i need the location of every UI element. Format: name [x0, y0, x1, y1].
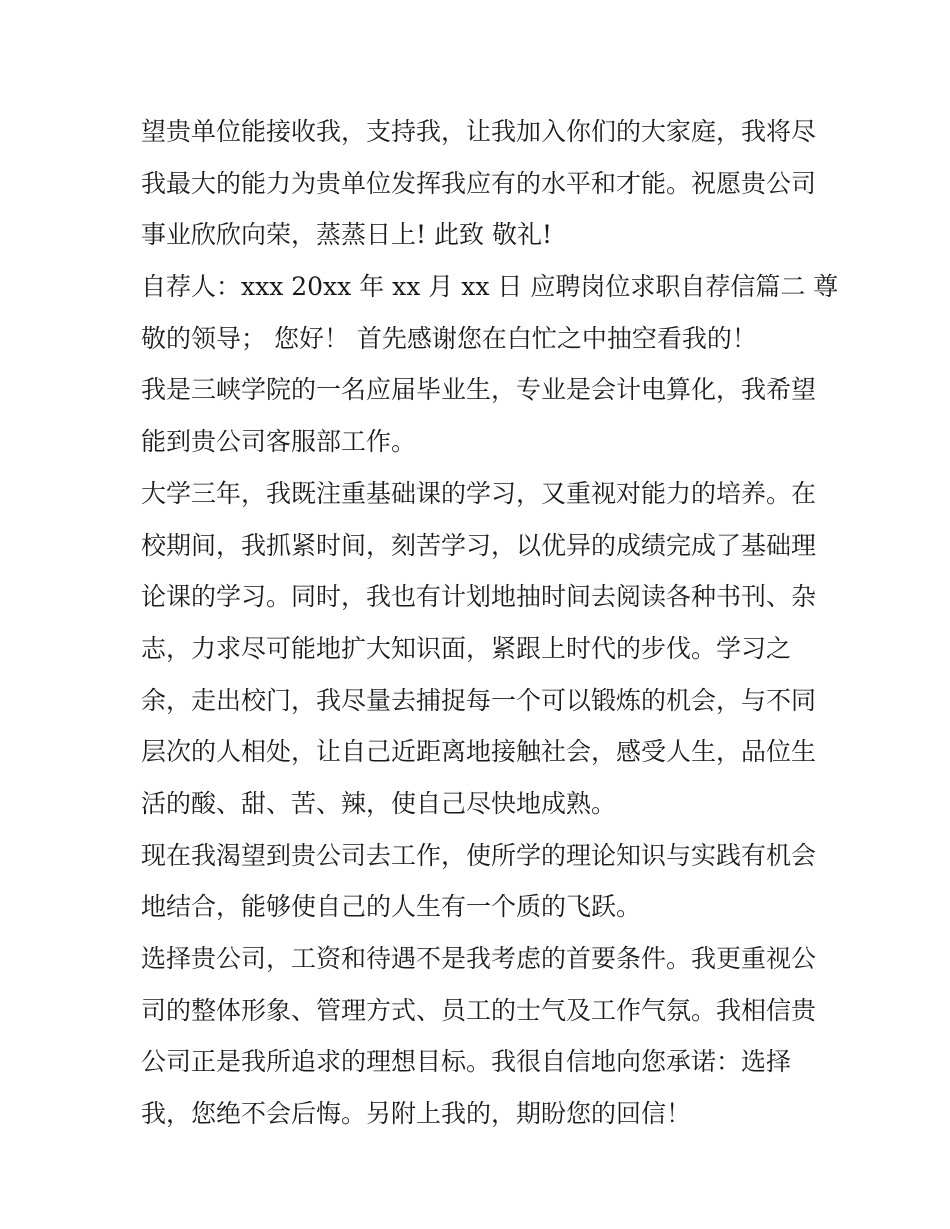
text-line: 自荐人：xxx 20xx 年 xx 月 xx 日 应聘岗位求职自荐信篇二 尊	[141, 272, 839, 302]
text-line: 司的整体形象、管理方式、员工的士气及工作气氛。我相信贵	[141, 995, 817, 1025]
paragraph-signature-and-greeting	[141, 261, 839, 364]
text-line: 余，走出校门，我尽量去捕捉每一个可以锻炼的机会，与不同	[141, 685, 817, 715]
text-line: 论课的学习。同时，我也有计划地抽时间去阅读各种书刊、杂	[141, 582, 817, 612]
text-line: 层次的人相处，让自己近距离地接触社会，感受人生，品位生	[141, 737, 817, 767]
text-line: 我是三峡学院的一名应届毕业生，专业是会计电算化，我希望	[141, 375, 817, 405]
paragraph-closing	[141, 106, 821, 261]
paragraph-motivation	[141, 830, 821, 933]
text-line: 事业欣欣向荣，蒸蒸日上! 此致 敬礼!	[141, 220, 552, 250]
text-line: 活的酸、甜、苦、辣，使自己尽快地成熟。	[141, 788, 617, 818]
text-line: 选择贵公司，工资和待遇不是我考虑的首要条件。我更重视公	[141, 944, 817, 973]
text-line: 公司正是我所追求的理想目标。我很自信地向您承诺：选择	[141, 1047, 792, 1077]
text-line: 现在我渴望到贵公司去工作，使所学的理论知识与实践有机会	[141, 840, 817, 870]
text-line: 校期间，我抓紧时间，刻苦学习，以优异的成绩完成了基础理	[141, 530, 817, 560]
document-body	[141, 106, 839, 1140]
text-line: 大学三年，我既注重基础课的学习，又重视对能力的培养。在	[141, 478, 817, 508]
text-line: 我，您绝不会后悔。另附上我的，期盼您的回信！	[141, 1099, 692, 1129]
text-line: 望贵单位能接收我，支持我，让我加入你们的大家庭，我将尽	[141, 117, 817, 146]
paragraph-introduction	[141, 364, 821, 467]
text-line: 我最大的能力为贵单位发挥我应有的水平和才能。祝愿贵公司	[141, 168, 817, 198]
text-line: 敬的领导； 您好！ 首先感谢您在白忙之中抽空看我的！	[141, 323, 757, 353]
text-line: 能到贵公司客服部工作。	[141, 427, 417, 457]
paragraph-education	[141, 468, 821, 830]
text-line: 地结合，能够使自己的人生有一个质的飞跃。	[141, 892, 642, 922]
paragraph-company-choice	[141, 933, 821, 1140]
text-line: 志，力求尽可能地扩大知识面，紧跟上时代的步伐。学习之	[141, 633, 792, 663]
